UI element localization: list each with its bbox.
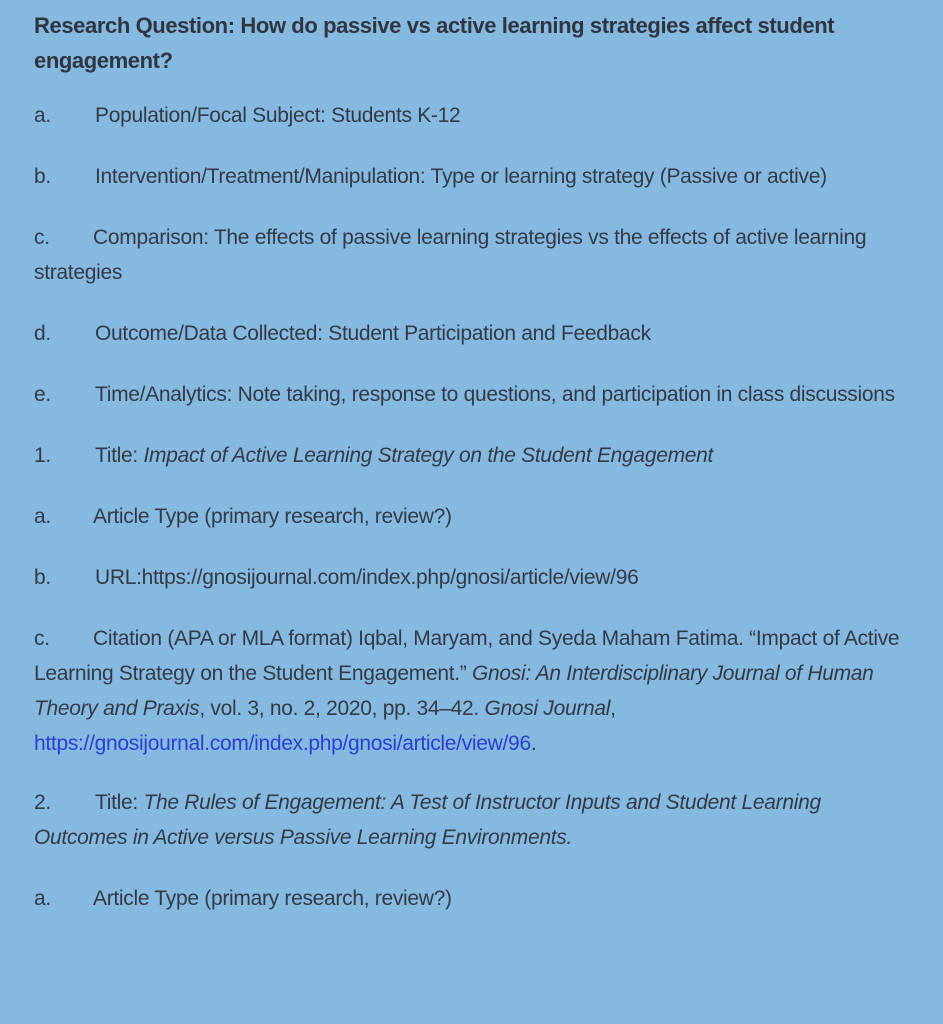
list-marker: c. — [34, 226, 50, 249]
pico-item-intervention — [34, 159, 913, 194]
pico-text: Intervention/Treatment/Manipulation: Type or learning strategy (Passive or active) — [95, 165, 827, 188]
research-question-heading: Research Question: How do passive vs active learning strategies affect student engagement? — [34, 13, 835, 73]
citation-period: . — [530, 732, 537, 755]
pico-item-time — [34, 377, 913, 412]
list-marker: e. — [34, 383, 51, 406]
pico-item-outcome — [34, 316, 913, 351]
pico-text: Comparison: The effects of passive learning strategies vs the effects of active learning strategies — [34, 226, 867, 284]
citation-site: Gnosi Journal — [484, 697, 611, 720]
article-number: 2. — [34, 791, 51, 814]
title-label: Title: — [95, 444, 144, 467]
list-marker: a. — [34, 104, 51, 127]
list-marker: c. — [34, 627, 50, 650]
list-marker: d. — [34, 322, 51, 345]
pico-text: Population/Focal Subject: Students K-12 — [95, 104, 461, 127]
pico-item-comparison — [34, 220, 913, 290]
article-2-type — [34, 881, 913, 916]
citation-lead: Citation (APA or MLA format) Iqbal, Maryam, and Syeda Maham Fatima. “Impact of Active Learning Strategy on the Student Engagement.” — [34, 627, 900, 685]
article-1-url — [34, 560, 913, 595]
citation-journal: Gnosi: An Interdisciplinary Journal of Human Theory and Praxis — [34, 662, 874, 720]
list-marker: b. — [34, 165, 51, 188]
pico-text: Time/Analytics: Note taking, response to questions, and participation in class discussions — [95, 383, 895, 406]
list-marker: a. — [34, 505, 51, 528]
article-title: Impact of Active Learning Strategy on the Student Engagement — [143, 444, 714, 467]
url-text: URL:https://gnosijournal.com/index.php/gnosi/article/view/96 — [95, 566, 639, 589]
list-marker: b. — [34, 566, 51, 589]
list-marker: a. — [34, 887, 51, 910]
title-label: Title: — [95, 791, 144, 814]
article-1-type — [34, 499, 913, 534]
citation-comma: , — [610, 697, 616, 720]
article-1-citation — [34, 621, 913, 761]
article-number: 1. — [34, 444, 51, 467]
article-type-text: Article Type (primary research, review?) — [93, 887, 452, 910]
pico-text: Outcome/Data Collected: Student Participation and Feedback — [95, 322, 651, 345]
article-2-title — [34, 785, 913, 855]
pico-item-population — [34, 98, 913, 133]
article-1-title — [34, 438, 913, 473]
citation-link[interactable]: https://gnosijournal.com/index.php/gnosi/article/view/96 — [34, 732, 531, 755]
article-title: The Rules of Engagement: A Test of Instructor Inputs and Student Learning Outcomes in Active versus Passive Learning Environments. — [34, 791, 821, 849]
article-type-text: Article Type (primary research, review?) — [93, 505, 452, 528]
citation-details: , vol. 3, no. 2, 2020, pp. 34–42. — [199, 697, 485, 720]
